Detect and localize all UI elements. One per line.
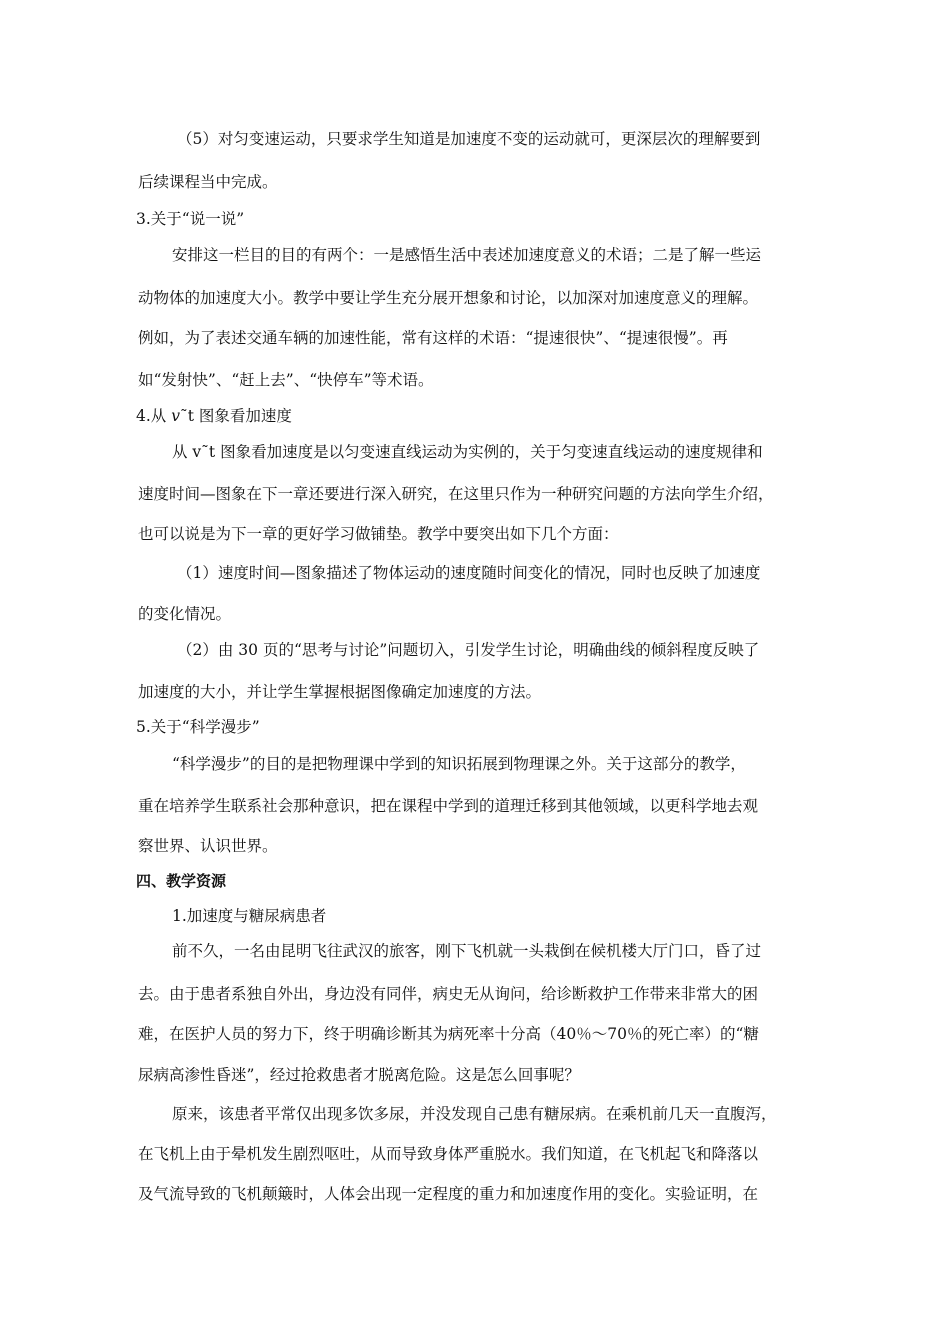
paragraph-line: 从 v˜t 图象看加速度是以匀变速直线运动为实例的，关于匀变速直线运动的速度规律和 (172, 443, 763, 461)
section-heading (136, 404, 292, 426)
section-heading: 3.关于“说一说” (136, 210, 245, 228)
paragraph-line: 及气流导致的飞机颠簸时，人体会出现一定程度的重力和加速度作用的变化。实验证明，在 (138, 1185, 759, 1203)
paragraph-line: 去。由于患者系独自外出，身边没有同伴，病史无从询问，给诊断救护工作带来非常大的困 (138, 985, 759, 1003)
paragraph-line: 动物体的加速度大小。教学中要让学生充分展开想象和讨论，以加深对加速度意义的理解。 (138, 289, 759, 307)
paragraph-line: （1）速度时间—图象描述了物体运动的速度随时间变化的情况，同时也反映了加速度 (177, 564, 761, 582)
section-heading: 5.关于“科学漫步” (136, 718, 260, 736)
paragraph-line: 尿病高渗性昏迷”，经过抢救患者才脱离危险。这是怎么回事呢？ (138, 1066, 580, 1084)
paragraph-line: 也可以说是为下一章的更好学习做铺垫。教学中要突出如下几个方面： (138, 525, 619, 543)
paragraph-line: 速度时间—图象在下一章还要进行深入研究，在这里只作为一种研究问题的方法向学生介绍， (138, 485, 774, 503)
paragraph-line: 加速度的大小，并让学生掌握根据图像确定加速度的方法。 (138, 683, 542, 701)
paragraph-line: 察世界、认识世界。 (138, 837, 278, 855)
paragraph-line: 的变化情况。 (138, 605, 232, 623)
paragraph-line: 前不久，一名由昆明飞往武汉的旅客，刚下飞机就一头栽倒在候机楼大厅门口，昏了过 (172, 942, 762, 960)
heading-number: 4.从 (136, 407, 172, 425)
paragraph-line: 原来，该患者平常仅出现多饮多尿，并没发现自己患有糖尿病。在乘机前几天一直腹泻， (172, 1105, 777, 1123)
paragraph-line: 例如，为了表述交通车辆的加速性能，常有这样的术语：“提速很快”、“提速很慢”。再 (138, 329, 728, 347)
paragraph-line: 后续课程当中完成。 (138, 173, 278, 191)
heading-text: ˜t 图象看加速度 (179, 407, 292, 425)
chapter-heading: 四、教学资源 (136, 872, 227, 890)
paragraph-line: 在飞机上由于晕机发生剧烈呕吐，从而导致身体严重脱水。我们知道，在飞机起飞和降落以 (138, 1145, 759, 1163)
paragraph-line: （5）对匀变速运动，只要求学生知道是加速度不变的运动就可，更深层次的理解要到 (177, 130, 761, 148)
paragraph-line: 重在培养学生联系社会那种意识，把在课程中学到的道理迁移到其他领域，以更科学地去观 (138, 797, 759, 815)
paragraph-line: “科学漫步”的目的是把物理课中学到的知识拓展到物理课之外。关于这部分的教学， (172, 755, 746, 773)
paragraph-line: 如“发射快”、“赶上去”、“快停车”等术语。 (138, 371, 434, 389)
subsection-heading: 1.加速度与糖尿病患者 (172, 907, 327, 925)
paragraph-line: （2）由 30 页的“思考与讨论”问题切入，引发学生讨论，明确曲线的倾斜程度反映了 (177, 641, 760, 659)
velocity-symbol: v (171, 407, 180, 425)
paragraph-line: 难，在医护人员的努力下，终于明确诊断其为病死率十分高（40％～70％的死亡率）的“糖 (138, 1025, 759, 1043)
paragraph-line: 安排这一栏目的目的有两个：一是感悟生活中表述加速度意义的术语；二是了解一些运 (172, 246, 762, 264)
